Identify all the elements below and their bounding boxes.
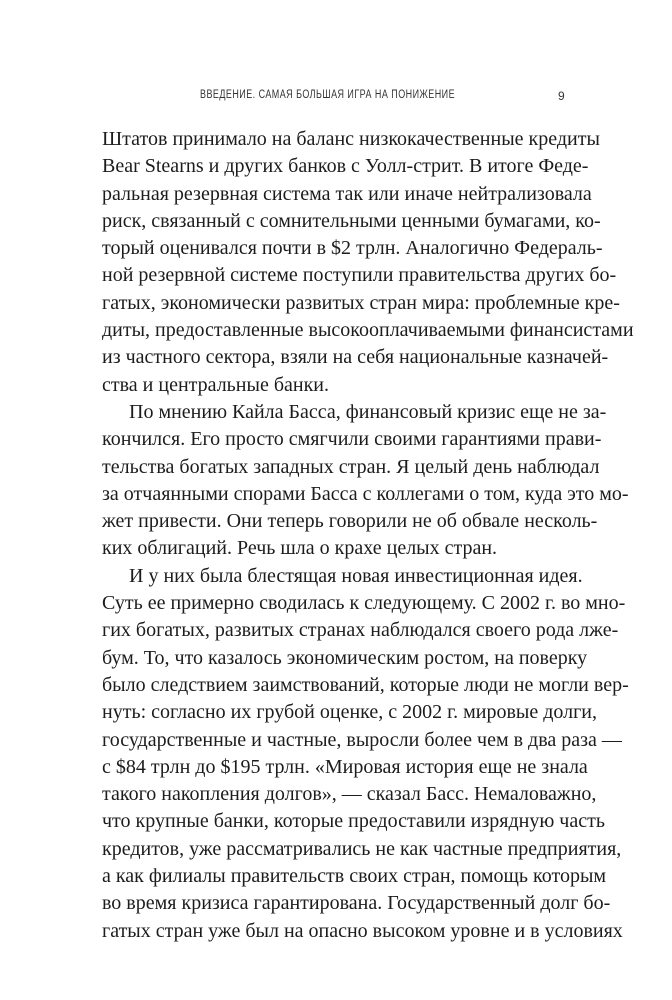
text-line: тельства богатых западных стран. Я целый день наблюдал <box>102 455 600 478</box>
text-line: ства и центральные банки. <box>102 373 329 396</box>
text-line: нуть: согласно их грубой оценке, с 2002 г. мировые долги, <box>102 701 597 724</box>
running-head: ВВЕДЕНИЕ. САМАЯ БОЛЬШАЯ ИГРА НА ПОНИЖЕНИЕ <box>200 89 456 101</box>
text-line: Штатов принимало на баланс низкокачественные кредиты <box>102 128 600 150</box>
text-line: было следствием заимствований, которые люди не могли вер- <box>102 673 629 696</box>
text-line: По мнению Кайла Басса, финансовый кризис еще не за- <box>129 400 607 423</box>
text-line: гих богатых, развитых странах наблюдался своего рода лже- <box>102 619 619 642</box>
page-number: 9 <box>558 89 565 103</box>
text-line: Bear Stearns и других банков с Уолл-стрит. В итоге Феде- <box>102 155 589 178</box>
text-line: во время кризиса гарантирована. Государственный долг бо- <box>102 892 611 915</box>
text-line: такого накопления долгов», — сказал Басс. Немаловажно, <box>102 783 597 806</box>
paragraph <box>102 563 629 945</box>
text-line: ких облигаций. Речь шла о крахе целых стран. <box>102 537 498 560</box>
text-line: государственные и частные, выросли более чем в два раза — <box>102 728 622 751</box>
text-line: торый оценивался почти в $2 трлн. Аналогично Федераль- <box>102 237 603 260</box>
text-line: Суть ее примерно сводилась к следующему. С 2002 г. во мно- <box>102 592 626 615</box>
text-line: бум. То, что казалось экономическим ростом, на поверку <box>102 646 588 669</box>
text-line: жет привести. Они теперь говорили не об обвале несколь- <box>102 510 598 533</box>
text-line: а как филиалы правительств своих стран, помощь которым <box>102 865 607 888</box>
text-line: кончился. Его просто смягчили своими гарантиями прави- <box>102 428 602 451</box>
body-text <box>102 126 634 945</box>
text-line: риск, связанный с сомнительными ценными бумагами, ко- <box>102 209 601 232</box>
text-line: что крупные банки, которые предоставили изрядную часть <box>102 810 605 833</box>
text-line: ной резервной системе поступили правительства других бо- <box>102 264 617 287</box>
text-line: с $84 трлн до $195 трлн. «Мировая история еще не знала <box>102 755 588 778</box>
text-line: гатых, экономически развитых стран мира: проблемные кре- <box>102 291 620 314</box>
text-line: за отчаянными спорами Басса с коллегами о том, куда это мо- <box>102 482 629 505</box>
paragraph <box>102 399 629 563</box>
text-line: И у них была блестящая новая инвестиционная идея. <box>129 564 583 587</box>
text-line: из частного сектора, взяли на себя национальные казначей- <box>102 346 609 369</box>
text-line: ральная резервная система так или иначе нейтрализовала <box>102 182 592 205</box>
text-line: кредитов, уже рассматривались не как частные предприятия, <box>102 837 622 860</box>
text-line: диты, предоставленные высокооплачиваемыми финансистами <box>102 319 634 342</box>
paragraph <box>102 126 634 399</box>
text-line: гатых стран уже был на опасно высоком уровне и в условиях <box>102 919 623 942</box>
